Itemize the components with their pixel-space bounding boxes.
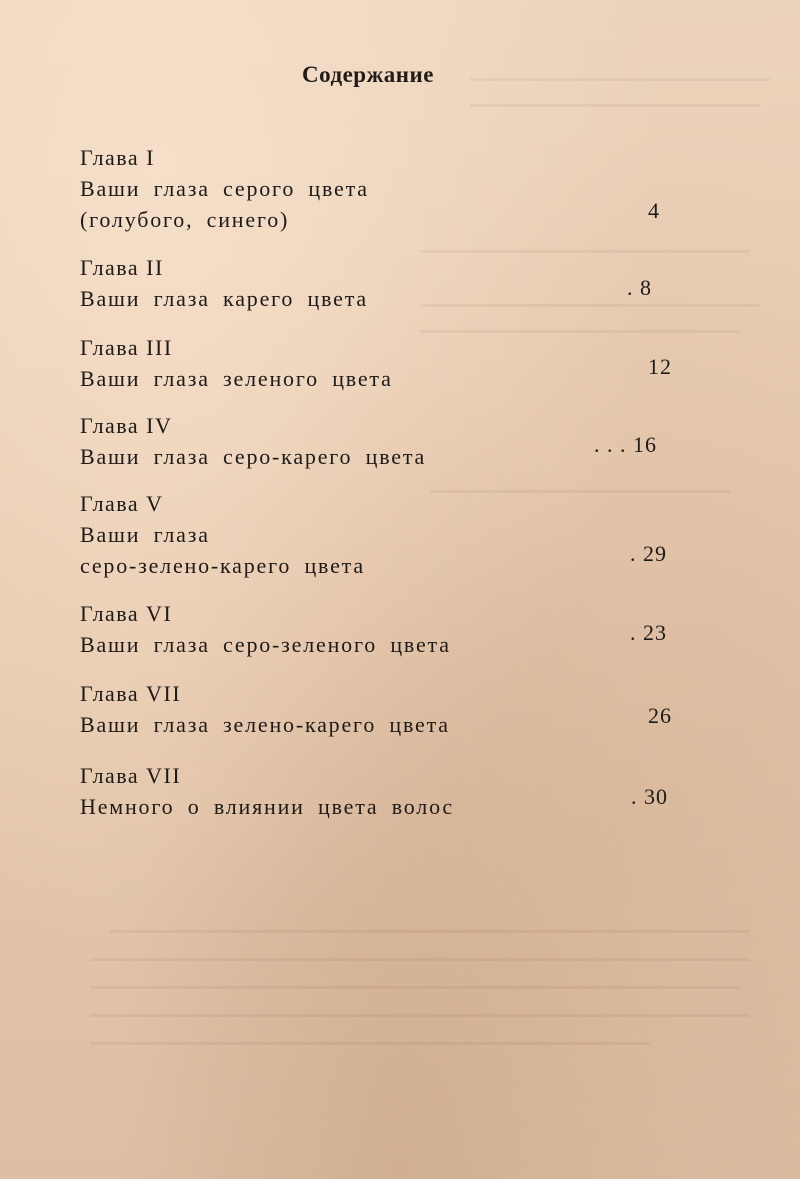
- bleed-through-line: [90, 986, 740, 989]
- bleed-through-line: [90, 1042, 650, 1045]
- page-number: . 8: [627, 275, 652, 300]
- page-number: 12: [648, 354, 672, 379]
- bleed-through-line: [470, 104, 760, 107]
- chapter-label: Глава VII: [80, 763, 182, 788]
- chapter-label: Глава I: [80, 145, 155, 170]
- page-title: Содержание: [302, 62, 434, 87]
- page-number: 4: [648, 198, 660, 223]
- toc-entry: [80, 760, 700, 822]
- toc-entry: [80, 488, 700, 581]
- chapter-title-line: серо-зелено-карего цвета: [80, 553, 365, 578]
- chapter-title-line: (голубого, синего): [80, 207, 290, 232]
- chapter-title-line: Ваши глаза зелено-карего цвета: [80, 712, 450, 737]
- chapter-title-line: Ваши глаза серого цвета: [80, 176, 369, 201]
- chapter-label: Глава V: [80, 491, 164, 516]
- toc-entry: [80, 678, 700, 740]
- page-number: . 23: [630, 620, 667, 645]
- chapter-label: Глава VII: [80, 681, 182, 706]
- toc-entry: [80, 142, 700, 235]
- bleed-through-line: [90, 1014, 750, 1017]
- chapter-title-line: Ваши глаза зеленого цвета: [80, 366, 393, 391]
- page-number: . 29: [630, 541, 667, 566]
- bleed-through-line: [470, 78, 770, 81]
- chapter-label: Глава III: [80, 335, 173, 360]
- toc-entry: [80, 252, 700, 314]
- toc-entry: [80, 598, 700, 660]
- toc-entry: [80, 332, 700, 394]
- bleed-through-line: [110, 930, 750, 933]
- page-number: . . . 16: [594, 432, 657, 457]
- chapter-title-line: Ваши глаза серо-карего цвета: [80, 444, 427, 469]
- page-number: 26: [648, 703, 672, 728]
- chapter-label: Глава II: [80, 255, 164, 280]
- chapter-title-line: Ваши глаза: [80, 522, 210, 547]
- chapter-label: Глава VI: [80, 601, 173, 626]
- bleed-through-line: [90, 958, 750, 961]
- page-number: . 30: [631, 784, 668, 809]
- chapter-label: Глава IV: [80, 413, 173, 438]
- chapter-title-line: Ваши глаза серо-зеленого цвета: [80, 632, 451, 657]
- chapter-title-line: Немного о влиянии цвета волос: [80, 794, 454, 819]
- chapter-title-line: Ваши глаза карего цвета: [80, 286, 368, 311]
